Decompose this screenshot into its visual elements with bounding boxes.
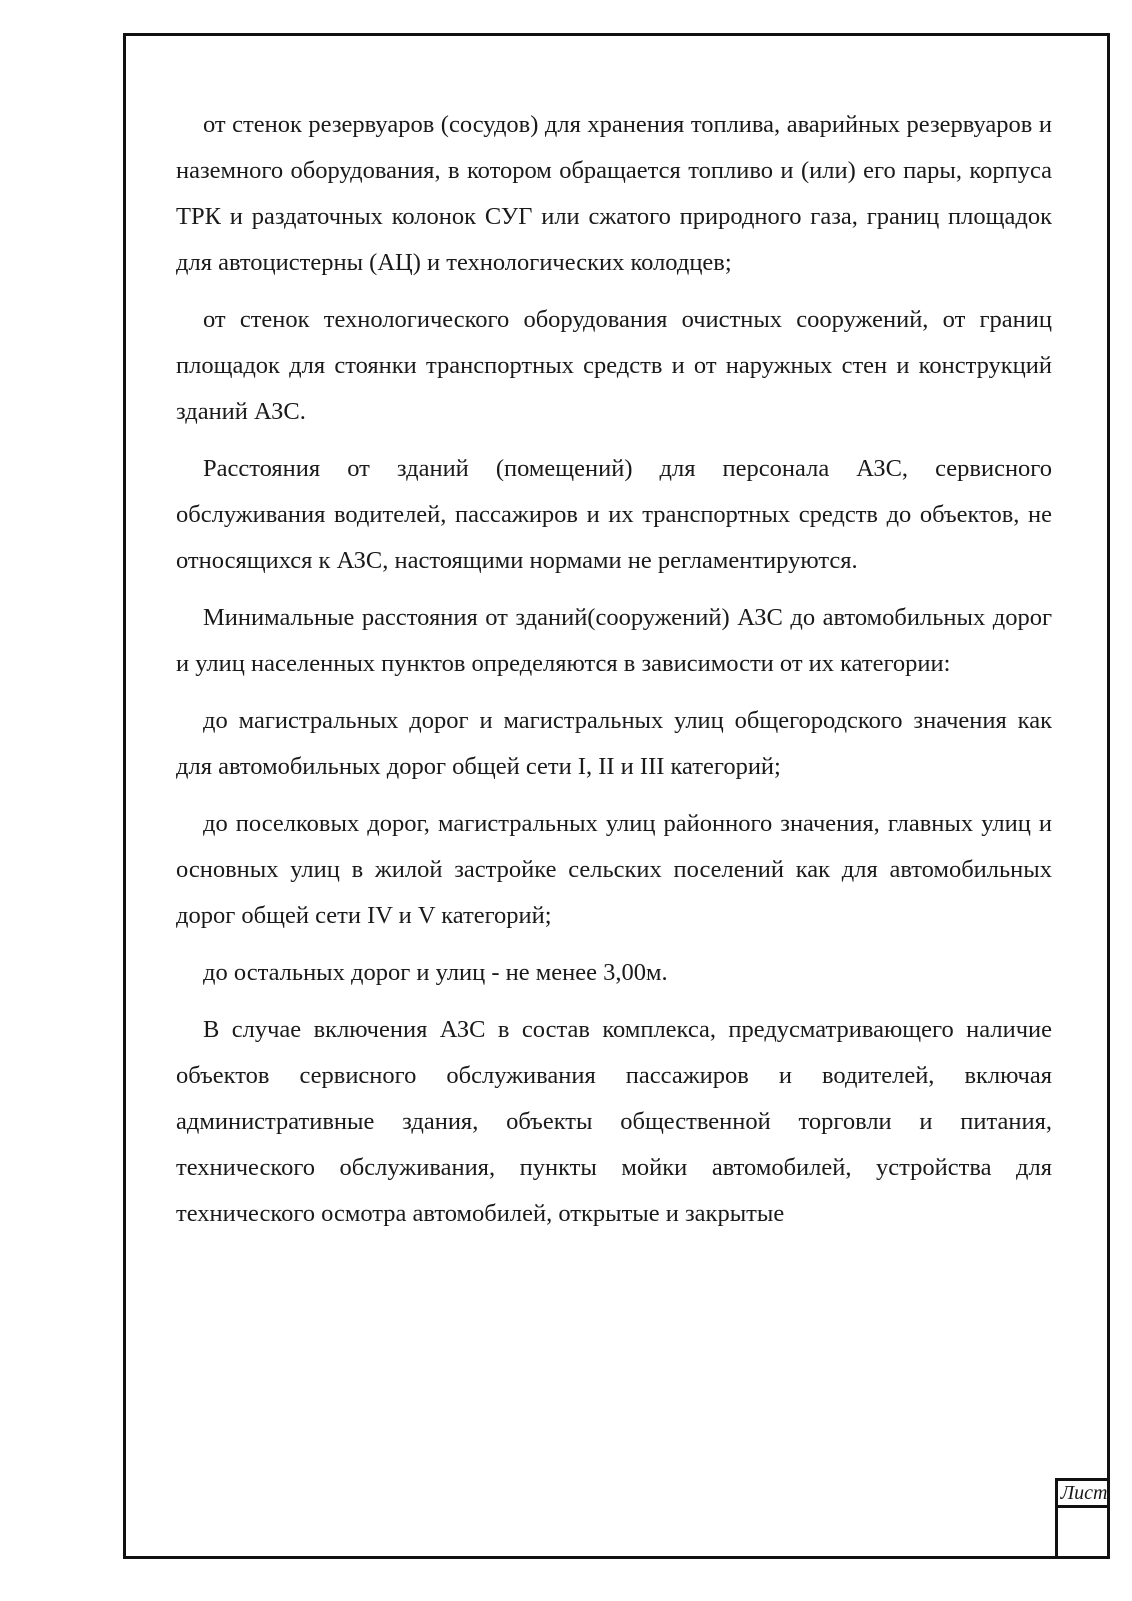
paragraph: до магистральных дорог и магистральных улиц общегородского значения как для автомобильных дорог общей сети I, II и III категорий; [176,707,1052,780]
paragraph: Расстояния от зданий (помещений) для персонала АЗС, сервисного обслуживания водителей, пассажиров и их транспортных средств до объектов, не относящихся к АЗС, настоящими нормами не регламентируются. [176,455,1052,574]
document-body [176,102,1052,1248]
sheet-number [1058,1508,1110,1559]
title-block-sheet [1055,1478,1110,1559]
sheet-label: Лист [1058,1481,1110,1508]
paragraph: от стенок технологического оборудования очистных сооружений, от границ площадок для стоянки транспортных средств и от наружных стен и конструкций зданий АЗС. [176,306,1052,425]
paragraph: до остальных дорог и улиц - не менее 3,00м. [203,959,668,986]
paragraph: от стенок резервуаров (сосудов) для хранения топлива, аварийных резервуаров и наземного оборудования, в котором обращается топливо и (или) его пары, корпуса ТРК и раздаточных колонок СУГ или сжатого природного газа, границ площадок для автоцистерны (АЦ) и технологических колодцев; [176,111,1052,276]
paragraph: В случае включения АЗС в состав комплекса, предусматривающего наличие объектов сервисного обслуживания пассажиров и водителей, включая административные здания, объекты общественной торговли и питания, технического обслуживания, пункты мойки автомобилей, устройства для технического осмотра автомобилей, открытые и закрытые [176,1016,1052,1227]
paragraph: Минимальные расстояния от зданий(сооружений) АЗС до автомобильных дорог и улиц населенных пунктов определяются в зависимости от их категории: [176,604,1052,677]
paragraph: до поселковых дорог, магистральных улиц районного значения, главных улиц и основных улиц в жилой застройке сельских поселений как для автомобильных дорог общей сети IV и V категорий; [176,810,1052,929]
